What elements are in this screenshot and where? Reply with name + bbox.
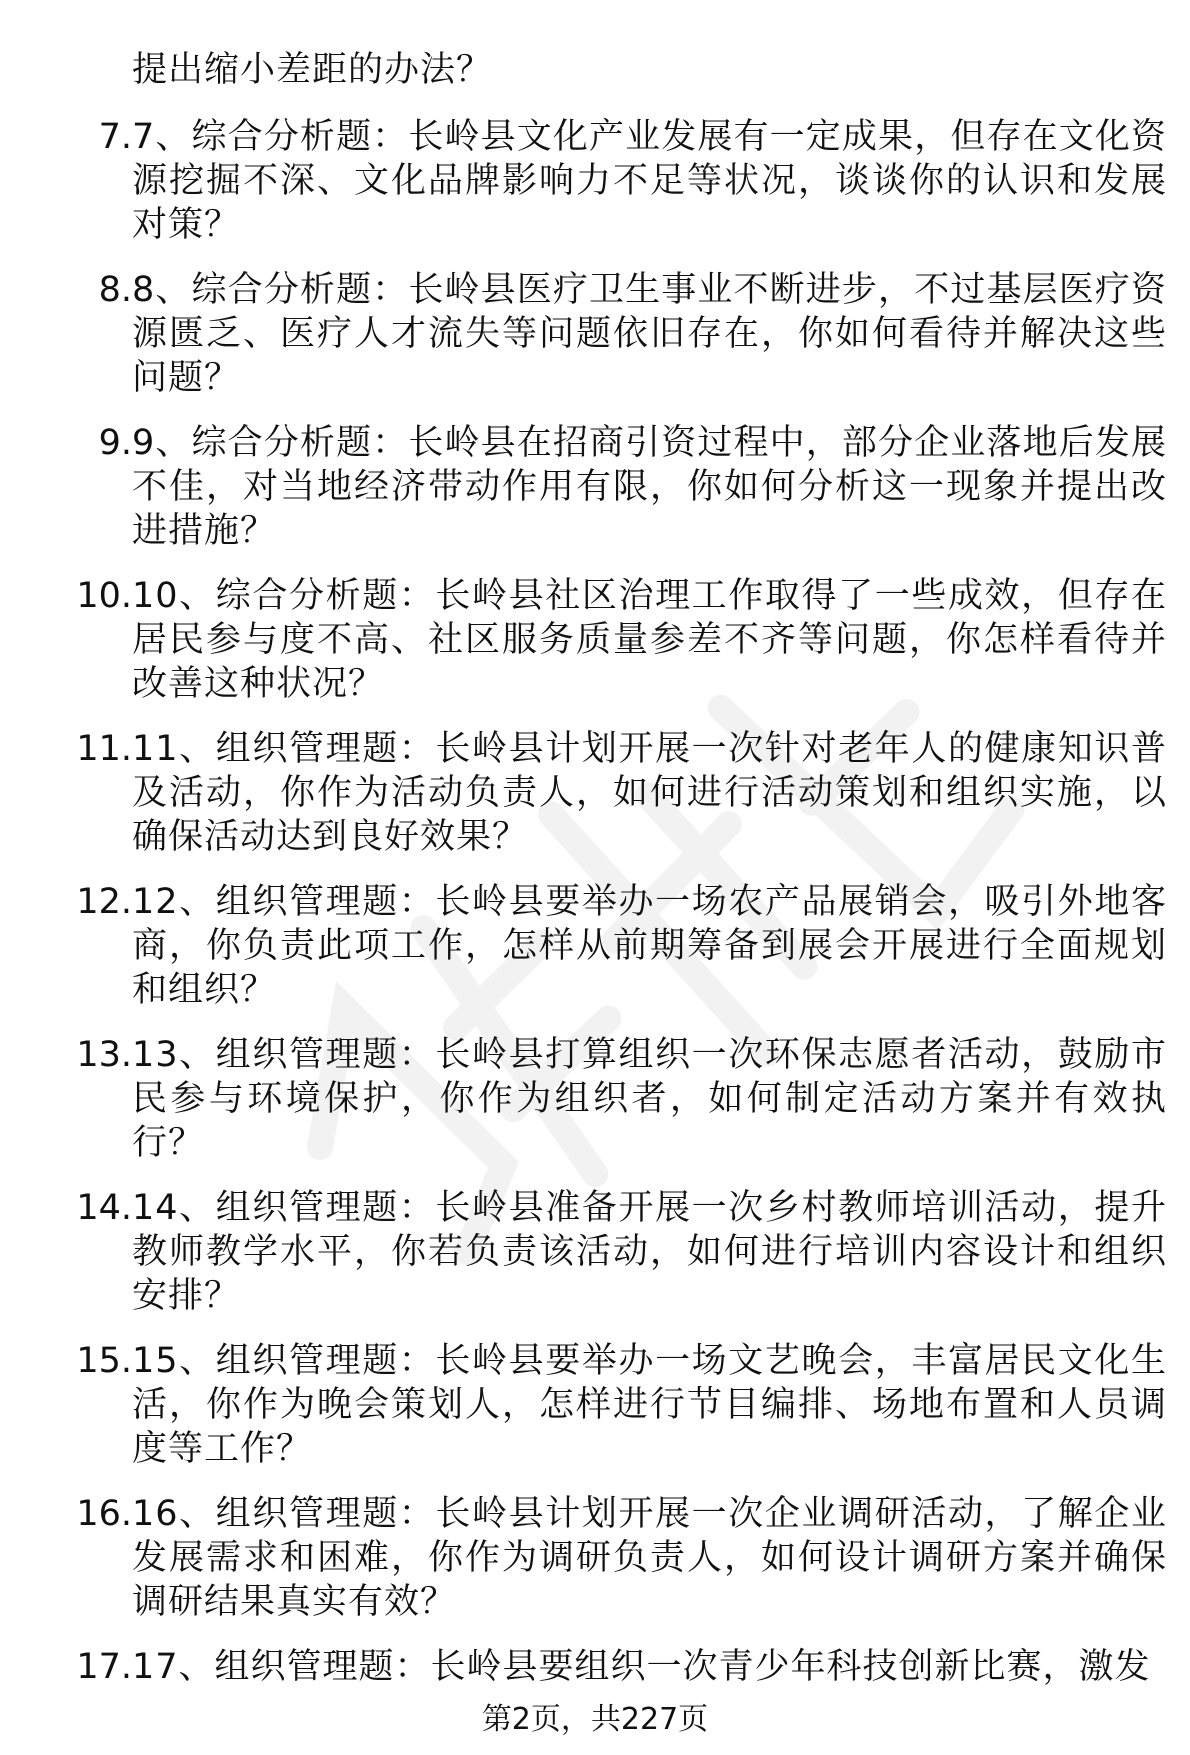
question-text: 9、综合分析题：长岭县在招商引资过程中，部分企业落地后发展不佳，对当地经济带动作用有限，你如何分析这一现象并提出改进措施？ (132, 423, 1167, 551)
page-footer: 第2页，共227页 (481, 1702, 709, 1737)
question-text: 14、组织管理题：长岭县准备开展一次乡村教师培训活动，提升教师教学水平，你若负责该活动，如何进行培训内容设计和组织安排？ (132, 1188, 1167, 1316)
question-text: 10、综合分析题：长岭县社区治理工作取得了一些成效，但存在居民参与度不高、社区服务质量参差不齐等问题，你怎样看待并改善这种状况？ (132, 576, 1167, 704)
list-number: 17. (76, 1647, 132, 1687)
list-number: 9. (98, 423, 132, 463)
list-item (50, 1339, 1175, 1471)
list-number: 8. (98, 270, 132, 310)
list-item (50, 1645, 1175, 1689)
question-list (50, 115, 1175, 1710)
list-number: 16. (76, 1494, 132, 1534)
list-number: 7. (98, 117, 132, 157)
list-number: 11. (76, 729, 132, 769)
question-text: 11、组织管理题：长岭县计划开展一次针对老年人的健康知识普及活动，你作为活动负责人，如何进行活动策划和组织实施，以确保活动达到良好效果？ (132, 729, 1167, 857)
list-item (50, 727, 1175, 859)
list-number: 13. (76, 1035, 132, 1075)
lead-text: 提出缩小差距的办法？ (132, 50, 493, 90)
list-item (50, 1186, 1175, 1318)
list-number: 15. (76, 1341, 132, 1381)
list-number: 12. (76, 882, 132, 922)
question-text: 8、综合分析题：长岭县医疗卫生事业不断进步，不过基层医疗资源匮乏、医疗人才流失等问题依旧存在，你如何看待并解决这些问题？ (132, 270, 1167, 398)
question-text: 12、组织管理题：长岭县要举办一场农产品展销会，吸引外地客商，你负责此项工作，怎样从前期筹备到展会开展进行全面规划和组织？ (132, 882, 1167, 1010)
list-item (50, 1033, 1175, 1165)
list-item (50, 268, 1175, 400)
question-text: 7、综合分析题：长岭县文化产业发展有一定成果，但存在文化资源挖掘不深、文化品牌影响力不足等状况，谈谈你的认识和发展对策？ (132, 117, 1167, 245)
question-text: 15、组织管理题：长岭县要举办一场文艺晚会，丰富居民文化生活，你作为晚会策划人，怎样进行节目编排、场地布置和人员调度等工作？ (132, 1341, 1167, 1469)
list-number: 14. (76, 1188, 132, 1228)
question-text: 13、组织管理题：长岭县打算组织一次环保志愿者活动，鼓励市民参与环境保护，你作为组织者，如何制定活动方案并有效执行？ (132, 1035, 1167, 1163)
list-item (50, 574, 1175, 706)
list-item (50, 880, 1175, 1012)
question-text: 17、组织管理题：长岭县要组织一次青少年科技创新比赛，激发 (132, 1647, 1151, 1687)
list-number: 10. (76, 576, 132, 616)
list-item (50, 1492, 1175, 1624)
question-text: 16、组织管理题：长岭县计划开展一次企业调研活动，了解企业发展需求和困难，你作为调研负责人，如何设计调研方案并确保调研结果真实有效？ (132, 1494, 1167, 1622)
list-item (50, 115, 1175, 247)
list-item (50, 421, 1175, 553)
